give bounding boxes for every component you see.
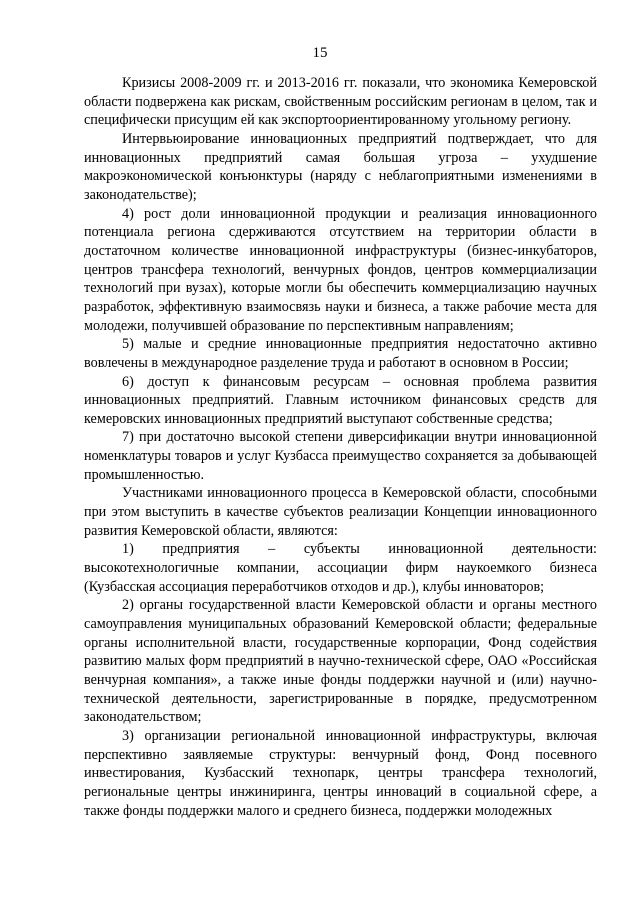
document-body <box>84 74 597 820</box>
paragraph-item-5: 5) малые и средние инновационные предприятия недостаточно активно вовлечены в международное разделение труда и работают в основном в России; <box>84 336 597 371</box>
paragraph-participants-intro: Участниками инновационного процесса в Кемеровской области, способными при этом выступить в качестве субъектов реализации Концепции инновационного развития Кемеровской области, являются: <box>84 485 597 539</box>
paragraph-participant-2: 2) органы государственной власти Кемеровской области и органы местного самоуправления муниципальных образований Кемеровской области; федеральные органы исполнительной власти, государственные корпорации, Фонд содействия развитию малых форм предприятий в научно-технической сфере, ОАО «Российская венчурная компания», а также иные фонды поддержки научной и (или) научно-технической деятельности, зарегистрированные в порядке, предусмотренном законодательством; <box>84 597 597 726</box>
paragraph-item-4: 4) рост доли инновационной продукции и реализация инновационного потенциала региона сдерживаются отсутствием на территории области в достаточном количестве инновационной инфраструктуры (бизнес-инкубаторов, центров трансфера технологий, венчурных фондов, центров коммерциализации технологий при вузах), которые могли бы обеспечить коммерциализацию научных разработок, эффективную взаимосвязь науки и бизнеса, а также рабочие места для молодежи, получившей образование по перспективным направлениям; <box>84 205 597 334</box>
paragraph-crisis-intro: Кризисы 2008-2009 гг. и 2013-2016 гг. показали, что экономика Кемеровской области подвержена как рискам, свойственным российским регионам в целом, так и специфически присущим ей как экспортоориентированному угольному региону. <box>84 75 597 129</box>
paragraph-item-6: 6) доступ к финансовым ресурсам – основная проблема развития инновационных предприятий. Главным источником финансовых средств для кемеровских инновационных предприятий выступают собственные средства; <box>84 373 597 427</box>
paragraph-interview-findings: Интервьюирование инновационных предприятий подтверждает, что для инновационных предприятий самая большая угроза – ухудшение макроэкономической конъюнктуры (наряду с неблагоприятными изменениями в законодательстве); <box>84 130 597 203</box>
paragraph-participant-3: 3) организации региональной инновационной инфраструктуры, включая перспективно заявляемые структуры: венчурный фонд, Фонд посевного инвестирования, Кузбасский технопарк, центры трансфера технологий, региональные центры инжиниринга, центры инноваций в социальной сфере, а также фонды поддержки малого и среднего бизнеса, поддержки молодежных <box>84 727 597 819</box>
paragraph-participant-1: 1) предприятия – субъекты инновационной деятельности: высокотехнологичные компании, ассоциации фирм наукоемкого бизнеса (Кузбасская ассоциация переработчиков отходов и др.), клубы инноваторов; <box>84 541 597 595</box>
paragraph-item-7: 7) при достаточно высокой степени диверсификации внутри инновационной номенклатуры товаров и услуг Кузбасса преимущество сохраняется за добывающей промышленностью. <box>84 429 597 483</box>
page-number: 15 <box>312 45 328 61</box>
